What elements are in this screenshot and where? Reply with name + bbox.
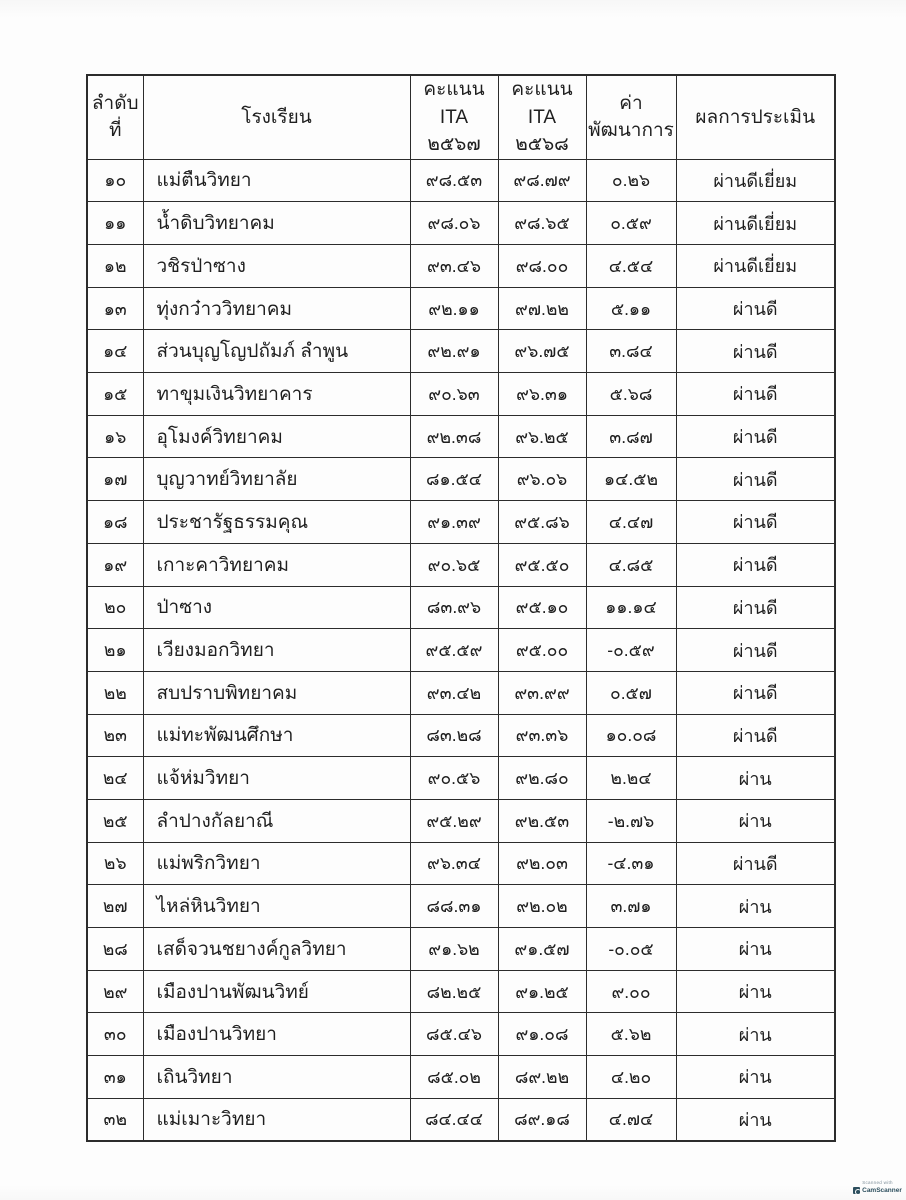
score-2568-cell: ๙๑.๕๗ — [498, 928, 586, 971]
header-ita2567-line3: ๒๕๖๗ — [427, 134, 481, 156]
score-2567-cell: ๘๒.๒๕ — [410, 970, 498, 1013]
development-cell: ๕.๖๘ — [586, 373, 676, 416]
score-2567-cell: ๙๐.๖๕ — [410, 543, 498, 586]
development-cell: ๔.๘๕ — [586, 543, 676, 586]
score-2568-cell: ๙๒.๐๒ — [498, 885, 586, 928]
school-cell: แจ้ห่มวิทยา — [143, 757, 410, 800]
rank-cell: ๒๘ — [87, 928, 143, 971]
table-row — [87, 330, 835, 373]
school-cell: แม่เมาะวิทยา — [143, 1098, 410, 1141]
school-cell: ส่วนบุญโญปถัมภ์ ลำพูน — [143, 330, 410, 373]
column-header-result — [676, 75, 835, 159]
score-2567-cell: ๙๘.๕๓ — [410, 159, 498, 202]
rank-cell: ๓๒ — [87, 1098, 143, 1141]
column-header-rank — [87, 75, 143, 159]
score-2568-cell: ๙๘.๖๕ — [498, 202, 586, 245]
result-cell: ผ่านดีเยี่ยม — [676, 245, 835, 288]
development-cell: ๓.๘๗ — [586, 415, 676, 458]
table-row — [87, 1056, 835, 1099]
score-2567-cell: ๘๔.๔๔ — [410, 1098, 498, 1141]
development-cell: ๐.๕๗ — [586, 671, 676, 714]
table-row — [87, 415, 835, 458]
rank-cell: ๓๑ — [87, 1056, 143, 1099]
result-cell: ผ่าน — [676, 1098, 835, 1141]
score-2567-cell: ๙๒.๓๘ — [410, 415, 498, 458]
development-cell: ๔.๔๗ — [586, 501, 676, 544]
score-2568-cell: ๘๙.๑๘ — [498, 1098, 586, 1141]
score-2568-cell: ๙๕.๑๐ — [498, 586, 586, 629]
result-cell: ผ่านดี — [676, 671, 835, 714]
rank-cell: ๓๐ — [87, 1013, 143, 1056]
result-cell: ผ่าน — [676, 1013, 835, 1056]
rank-cell: ๑๖ — [87, 415, 143, 458]
school-cell: ทุ่งกว๋าววิทยาคม — [143, 287, 410, 330]
school-cell: อุโมงค์วิทยาคม — [143, 415, 410, 458]
rank-cell: ๑๕ — [87, 373, 143, 416]
development-cell: ๔.๒๐ — [586, 1056, 676, 1099]
score-2567-cell: ๘๕.๔๖ — [410, 1013, 498, 1056]
result-cell: ผ่านดี — [676, 373, 835, 416]
table-row — [87, 629, 835, 672]
development-cell: ๓.๘๔ — [586, 330, 676, 373]
development-cell: ๒.๒๔ — [586, 757, 676, 800]
development-cell: ๕.๖๒ — [586, 1013, 676, 1056]
development-cell: ๕.๑๑ — [586, 287, 676, 330]
table-row — [87, 501, 835, 544]
score-2568-cell: ๘๙.๒๒ — [498, 1056, 586, 1099]
score-2568-cell: ๙๑.๐๘ — [498, 1013, 586, 1056]
school-cell: น้ำดิบวิทยาคม — [143, 202, 410, 245]
table-row — [87, 586, 835, 629]
development-cell: ๔.๗๔ — [586, 1098, 676, 1141]
score-2567-cell: ๘๓.๒๘ — [410, 714, 498, 757]
rank-cell: ๒๐ — [87, 586, 143, 629]
table-row — [87, 543, 835, 586]
school-cell: เถินวิทยา — [143, 1056, 410, 1099]
table-row — [87, 287, 835, 330]
score-2568-cell: ๙๓.๓๖ — [498, 714, 586, 757]
score-2568-cell: ๙๗.๒๒ — [498, 287, 586, 330]
result-cell: ผ่านดี — [676, 629, 835, 672]
score-2567-cell: ๙๒.๙๑ — [410, 330, 498, 373]
school-cell: เมืองปานพัฒนวิทย์ — [143, 970, 410, 1013]
score-2567-cell: ๙๖.๓๔ — [410, 842, 498, 885]
table-row — [87, 1013, 835, 1056]
score-2568-cell: ๙๖.๐๖ — [498, 458, 586, 501]
rank-cell: ๒๑ — [87, 629, 143, 672]
table-row — [87, 928, 835, 971]
score-2568-cell: ๙๖.๓๑ — [498, 373, 586, 416]
table-row — [87, 842, 835, 885]
table-row — [87, 245, 835, 288]
table-row — [87, 458, 835, 501]
score-2567-cell: ๙๐.๖๓ — [410, 373, 498, 416]
school-cell: เวียงมอกวิทยา — [143, 629, 410, 672]
school-cell: วชิรป่าซาง — [143, 245, 410, 288]
score-2568-cell: ๙๕.๘๖ — [498, 501, 586, 544]
score-2567-cell: ๙๘.๐๖ — [410, 202, 498, 245]
header-ita2568-line3: ๒๕๖๘ — [515, 134, 569, 156]
rank-cell: ๒๗ — [87, 885, 143, 928]
table-row — [87, 202, 835, 245]
rank-cell: ๑๓ — [87, 287, 143, 330]
rank-cell: ๒๙ — [87, 970, 143, 1013]
camscanner-watermark — [854, 1180, 901, 1194]
result-cell: ผ่าน — [676, 757, 835, 800]
score-2567-cell: ๙๓.๔๒ — [410, 671, 498, 714]
result-cell: ผ่านดี — [676, 330, 835, 373]
development-cell: -๐.๐๕ — [586, 928, 676, 971]
table-header-row — [87, 75, 835, 159]
score-2567-cell: ๙๕.๕๙ — [410, 629, 498, 672]
column-header-ita-2567 — [410, 75, 498, 159]
score-2568-cell: ๙๒.๐๓ — [498, 842, 586, 885]
school-cell: แม่ตืนวิทยา — [143, 159, 410, 202]
table-row — [87, 714, 835, 757]
development-cell: ๓.๗๑ — [586, 885, 676, 928]
rank-cell: ๒๒ — [87, 671, 143, 714]
score-2567-cell: ๘๘.๓๑ — [410, 885, 498, 928]
ita-score-table — [86, 74, 836, 1142]
rank-cell: ๑๑ — [87, 202, 143, 245]
score-2568-cell: ๙๕.๐๐ — [498, 629, 586, 672]
table-row — [87, 671, 835, 714]
header-development-line1: ค่า — [619, 92, 643, 114]
score-2567-cell: ๘๑.๕๔ — [410, 458, 498, 501]
column-header-development — [586, 75, 676, 159]
table-row — [87, 159, 835, 202]
score-2568-cell: ๙๒.๕๓ — [498, 799, 586, 842]
school-cell: เกาะคาวิทยาคม — [143, 543, 410, 586]
rank-cell: ๑๗ — [87, 458, 143, 501]
score-2568-cell: ๙๖.๗๕ — [498, 330, 586, 373]
score-2567-cell: ๙๐.๕๖ — [410, 757, 498, 800]
table-row — [87, 757, 835, 800]
rank-cell: ๑๘ — [87, 501, 143, 544]
header-rank-line2: ที่ — [108, 120, 122, 142]
development-cell: ๑๔.๕๒ — [586, 458, 676, 501]
score-2568-cell: ๙๓.๙๙ — [498, 671, 586, 714]
development-cell: -๒.๗๖ — [586, 799, 676, 842]
result-cell: ผ่าน — [676, 885, 835, 928]
school-cell: เสด็จวนชยางค์กูลวิทยา — [143, 928, 410, 971]
score-2568-cell: ๙๑.๒๕ — [498, 970, 586, 1013]
development-cell: ๙.๐๐ — [586, 970, 676, 1013]
table-row — [87, 885, 835, 928]
result-cell: ผ่านดีเยี่ยม — [676, 159, 835, 202]
score-2567-cell: ๙๑.๓๙ — [410, 501, 498, 544]
header-ita2568-line1: คะแนน — [511, 79, 573, 100]
rank-cell: ๑๙ — [87, 543, 143, 586]
school-cell: สบปราบพิทยาคม — [143, 671, 410, 714]
header-rank-line1: ลำดับ — [91, 92, 139, 114]
score-2568-cell: ๙๕.๕๐ — [498, 543, 586, 586]
table-row — [87, 1098, 835, 1141]
school-cell: เมืองปานวิทยา — [143, 1013, 410, 1056]
result-cell: ผ่านดี — [676, 287, 835, 330]
camscanner-label: CamScanner — [862, 1187, 902, 1194]
table-row — [87, 970, 835, 1013]
score-2568-cell: ๙๘.๗๙ — [498, 159, 586, 202]
result-cell: ผ่านดี — [676, 501, 835, 544]
camscanner-icon — [853, 1187, 860, 1194]
header-school-label: โรงเรียน — [241, 106, 312, 128]
score-2568-cell: ๙๒.๘๐ — [498, 757, 586, 800]
result-cell: ผ่าน — [676, 970, 835, 1013]
development-cell: -๔.๓๑ — [586, 842, 676, 885]
school-cell: แม่พริกวิทยา — [143, 842, 410, 885]
score-2568-cell: ๙๘.๐๐ — [498, 245, 586, 288]
rank-cell: ๒๓ — [87, 714, 143, 757]
result-cell: ผ่านดี — [676, 458, 835, 501]
result-cell: ผ่านดี — [676, 842, 835, 885]
school-cell: แม่ทะพัฒนศึกษา — [143, 714, 410, 757]
rank-cell: ๒๕ — [87, 799, 143, 842]
score-2567-cell: ๙๑.๖๒ — [410, 928, 498, 971]
score-2567-cell: ๙๕.๒๙ — [410, 799, 498, 842]
school-cell: ลำปางกัลยาณี — [143, 799, 410, 842]
development-cell: -๐.๕๙ — [586, 629, 676, 672]
header-ita2568-line2: ITA — [527, 106, 557, 128]
header-result-label: ผลการประเมิน — [695, 106, 816, 128]
table-row — [87, 373, 835, 416]
rank-cell: ๑๔ — [87, 330, 143, 373]
result-cell: ผ่าน — [676, 928, 835, 971]
result-cell: ผ่าน — [676, 1056, 835, 1099]
school-cell: ป่าซาง — [143, 586, 410, 629]
table-body — [87, 159, 835, 1141]
school-cell: บุญวาทย์วิทยาลัย — [143, 458, 410, 501]
header-ita2567-line1: คะแนน — [423, 79, 485, 100]
score-2567-cell: ๘๕.๐๒ — [410, 1056, 498, 1099]
column-header-ita-2568 — [498, 75, 586, 159]
score-2567-cell: ๙๓.๔๖ — [410, 245, 498, 288]
rank-cell: ๑๒ — [87, 245, 143, 288]
score-2567-cell: ๘๓.๙๖ — [410, 586, 498, 629]
result-cell: ผ่านดี — [676, 714, 835, 757]
result-cell: ผ่าน — [676, 799, 835, 842]
rank-cell: ๑๐ — [87, 159, 143, 202]
result-cell: ผ่านดีเยี่ยม — [676, 202, 835, 245]
score-2567-cell: ๙๒.๑๑ — [410, 287, 498, 330]
result-cell: ผ่านดี — [676, 586, 835, 629]
scanned-with-label: Scanned with — [862, 1179, 893, 1185]
header-development-line2: พัฒนาการ — [588, 120, 674, 142]
rank-cell: ๒๔ — [87, 757, 143, 800]
result-cell: ผ่านดี — [676, 415, 835, 458]
table-row — [87, 799, 835, 842]
development-cell: ๑๑.๑๔ — [586, 586, 676, 629]
column-header-school — [143, 75, 410, 159]
header-ita2567-line2: ITA — [439, 106, 469, 128]
development-cell: ๐.๒๖ — [586, 159, 676, 202]
school-cell: ไหล่หินวิทยา — [143, 885, 410, 928]
school-cell: ทาขุมเงินวิทยาคาร — [143, 373, 410, 416]
school-cell: ประชารัฐธรรมคุณ — [143, 501, 410, 544]
development-cell: ๔.๕๔ — [586, 245, 676, 288]
development-cell: ๐.๕๙ — [586, 202, 676, 245]
rank-cell: ๒๖ — [87, 842, 143, 885]
score-2568-cell: ๙๖.๒๕ — [498, 415, 586, 458]
result-cell: ผ่านดี — [676, 543, 835, 586]
development-cell: ๑๐.๐๘ — [586, 714, 676, 757]
